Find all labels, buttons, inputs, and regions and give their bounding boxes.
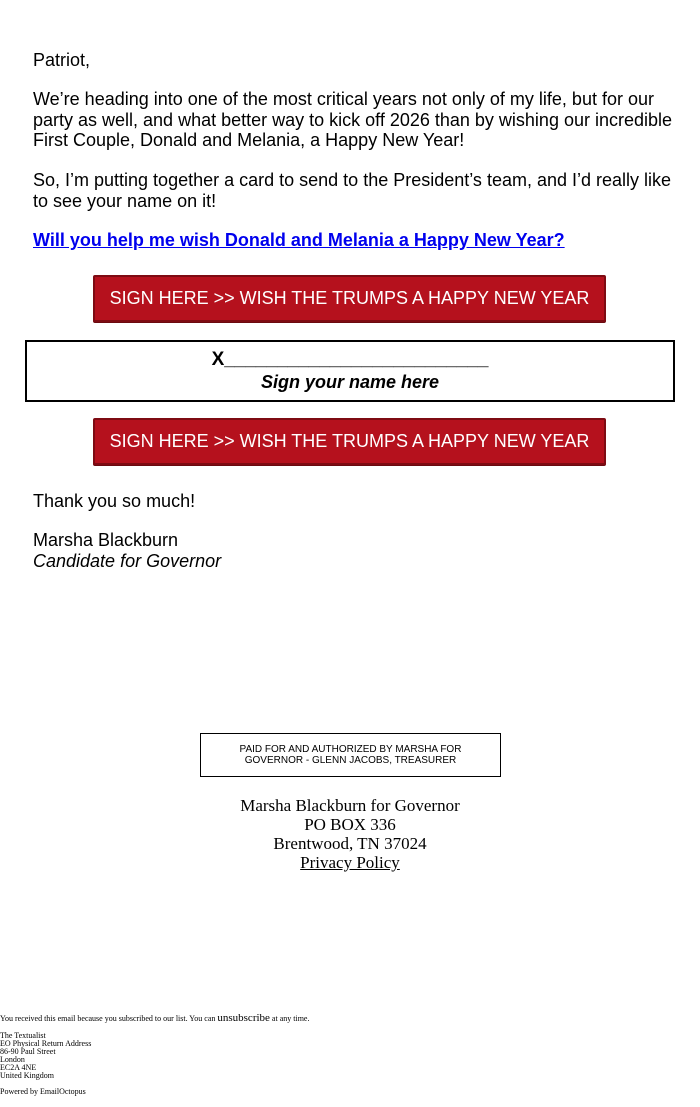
footer-sender-name: The Textualist [0, 1031, 46, 1040]
subscription-notice [0, 1014, 309, 1023]
sign-here-button-top[interactable]: SIGN HERE >> WISH THE TRUMPS A HAPPY NEW YEAR [93, 275, 606, 322]
address-city: Brentwood, TN 37024 [273, 834, 427, 853]
sender-name: Marsha Blackburn [33, 530, 179, 550]
privacy-policy-row [0, 853, 700, 872]
powered-by-link[interactable]: Powered by EmailOctopus [0, 1087, 86, 1096]
happy-new-year-link[interactable]: Will you help me wish Donald and Melania a Happy New Year? [33, 230, 565, 250]
greeting: Patriot, [33, 50, 91, 70]
footer-street: 86-90 Paul Street [0, 1047, 56, 1056]
unsubscribe-link[interactable]: unsubscribe [217, 1012, 270, 1024]
paid-for-disclaimer [200, 733, 501, 777]
signature-box[interactable] [25, 340, 675, 402]
footer-return-address: EO Physical Return Address [0, 1039, 92, 1048]
footer-country: United Kingdom [0, 1071, 54, 1080]
address-pobox: PO BOX 336 [304, 815, 396, 834]
notice-post: at any time. [271, 1014, 310, 1023]
disclaimer-text: PAID FOR AND AUTHORIZED BY MARSHA FOR GOVERNOR - GLENN JACOBS, TREASURER [239, 744, 462, 766]
notice-pre: You received this email because you subscribed to our list. You can [0, 1014, 216, 1023]
powered-by-row [0, 1088, 86, 1096]
closing-text: Thank you so much! [33, 491, 196, 511]
address-org: Marsha Blackburn for Governor [240, 796, 460, 815]
footer-postcode: EC2A 4NE [0, 1063, 37, 1072]
footer-city: London [0, 1055, 25, 1064]
sender-title: Candidate for Governor [33, 551, 222, 571]
card-paragraph: So, I’m putting together a card to send to the President’s team, and I’d really like to see your name on it! [33, 170, 672, 211]
question-paragraph [33, 230, 673, 251]
signature-caption: Sign your name here [260, 372, 440, 392]
intro-paragraph: We’re heading into one of the most critical years not only of my life, but for our party as well, and what better way to kick off 2026 than by wishing our incredible First Couple, Donald and Melania, a Happy New Year! [33, 89, 673, 150]
sign-here-button-bottom[interactable]: SIGN HERE >> WISH THE TRUMPS A HAPPY NEW YEAR [93, 418, 606, 465]
privacy-policy-link[interactable]: Privacy Policy [300, 853, 400, 872]
signature-line: X_________________________ [211, 349, 489, 370]
